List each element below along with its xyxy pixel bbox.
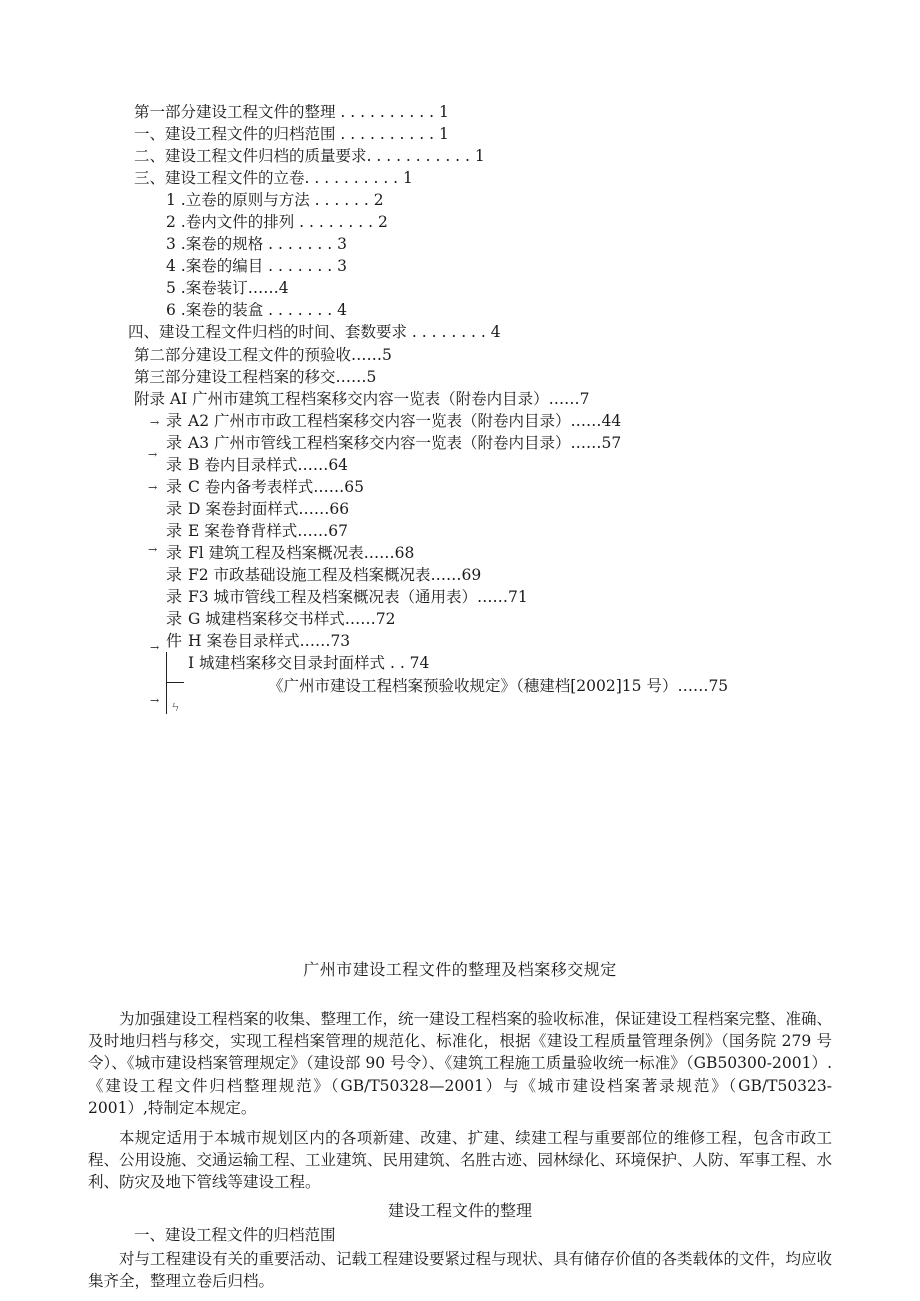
toc-item[interactable]: 一、建设工程文件的归档范围 . . . . . . . . . . 1 [134, 125, 449, 143]
toc-item[interactable]: C 卷内备考表样式……65 [188, 478, 365, 496]
appendix-prefix-char: 录 [165, 477, 182, 496]
toc-item[interactable]: A3 广州市管线工程档案移交内容一览表（附卷内目录）……57 [188, 434, 622, 452]
arrow-mark-icon: → [148, 448, 158, 461]
toc-item[interactable]: A2 广州市市政工程档案移交内容一览表（附卷内目录）……44 [188, 412, 622, 430]
toc-item[interactable]: 附录 AI 广州市建筑工程档案移交内容一览表（附卷内目录）……7 [134, 390, 590, 408]
bracket-line [166, 652, 167, 714]
toc-item[interactable]: Fl 建筑工程及档案概况表……68 [188, 544, 415, 562]
appendix-prefix-char: 录 [165, 499, 182, 518]
appendix-prefix-char: 录 [165, 609, 182, 628]
toc-item[interactable]: F2 市政基础设施工程及档案概况表……69 [188, 566, 482, 584]
bracket-mark-icon: ㄣ [170, 700, 181, 713]
toc-item[interactable]: G 城建档案移交书样式……72 [188, 610, 396, 628]
arrow-mark-icon: → [148, 543, 158, 556]
toc-item[interactable]: 《广州市建设工程档案预验收规定》（穗建档[2002]15 号）……75 [268, 677, 729, 695]
toc-item[interactable]: I 城建档案移交目录封面样式 . . 74 [188, 654, 430, 672]
appendix-prefix-char: 录 [165, 587, 182, 606]
toc-item[interactable]: D 案卷封面样式……66 [188, 500, 350, 518]
arrow-mark-icon: → [150, 641, 160, 654]
arrow-mark-icon: → [150, 416, 160, 429]
toc-item[interactable]: 6 .案卷的装盒 . . . . . . . 4 [166, 301, 347, 319]
toc-item[interactable]: H 案卷目录样式……73 [188, 632, 351, 650]
appendix-prefix-char: 录 [165, 455, 182, 474]
appendix-prefix-char: 录 [165, 433, 182, 452]
toc-item[interactable]: F3 城市管线工程及档案概况表（通用表）……71 [188, 588, 528, 606]
intro-paragraph: 为加强建设工程档案的收集、整理工作，统一建设工程档案的验收标准，保证建设工程档案完整、准确、及时地归档与移交，实现工程档案管理的规范化、标准化，根据《建设工程质量管理条例》（国务院 279 号令）、《城市建设档案管理规定》（建设部 90 号令）、《建筑工程施工质量验收统一标准》（GB50300-2001）.《建设工程文件归档整理规范》（GB/T50328—2001）与《城市建设档案著录规范》（GB/T50323-2001）,特制定本规定。 [88, 1010, 833, 1117]
appendix-prefix-char: 录 [165, 565, 182, 584]
section-paragraph: 对与工程建设有关的重要活动、记载工程建设要紧过程与现状、具有储存价值的各类载体的文件，均应收集齐全，整理立卷后归档。 [88, 1250, 833, 1291]
section-title: 建设工程文件的整理 [387, 1201, 532, 1220]
scope-paragraph: 本规定适用于本城市规划区内的各项新建、改建、扩建、续建工程与重要部位的维修工程，包含市政工程、公用设施、交通运输工程、工业建筑、民用建筑、名胜古迹、园林绿化、环境保护、人防、军事工程、水利、防灾及地下管线等建设工程。 [88, 1129, 833, 1192]
toc-item[interactable]: 二、建设工程文件归档的质量要求. . . . . . . . . . . 1 [134, 147, 485, 165]
toc-item[interactable]: E 案卷脊背样式……67 [188, 522, 348, 540]
appendix-prefix-char: 件 [165, 631, 182, 650]
document-title: 广州市建设工程文件的整理及档案移交规定 [303, 960, 617, 979]
toc-item[interactable]: 第三部分建设工程档案的移交……5 [134, 368, 377, 386]
toc-item[interactable]: 四、建设工程文件归档的时间、套数要求 . . . . . . . . 4 [128, 323, 501, 341]
arrow-mark-icon: → [148, 481, 158, 494]
appendix-prefix-char: 录 [165, 411, 182, 430]
appendix-prefix-char: 录 [165, 543, 182, 562]
toc-item[interactable]: 2 .卷内文件的排列 . . . . . . . . 2 [166, 213, 388, 231]
toc-item[interactable]: B 卷内目录样式……64 [188, 456, 349, 474]
section-heading: 一、建设工程文件的归档范围 [134, 1226, 336, 1244]
arrow-mark-icon: → [150, 694, 160, 707]
bracket-line [166, 682, 184, 683]
toc-item[interactable]: 5 .案卷装订……4 [166, 279, 289, 297]
toc-item[interactable]: 1 .立卷的原则与方法 . . . . . . 2 [166, 191, 384, 209]
toc-item[interactable]: 4 .案卷的编目 . . . . . . . 3 [166, 257, 347, 275]
toc-item[interactable]: 三、建设工程文件的立卷. . . . . . . . . . 1 [134, 169, 413, 187]
toc-item[interactable]: 第二部分建设工程文件的预验收……5 [134, 346, 392, 364]
appendix-prefix-char: 录 [165, 521, 182, 540]
toc-item[interactable]: 第一部分建设工程文件的整理 . . . . . . . . . . 1 [134, 103, 449, 121]
toc-item[interactable]: 3 .案卷的规格 . . . . . . . 3 [166, 235, 347, 253]
